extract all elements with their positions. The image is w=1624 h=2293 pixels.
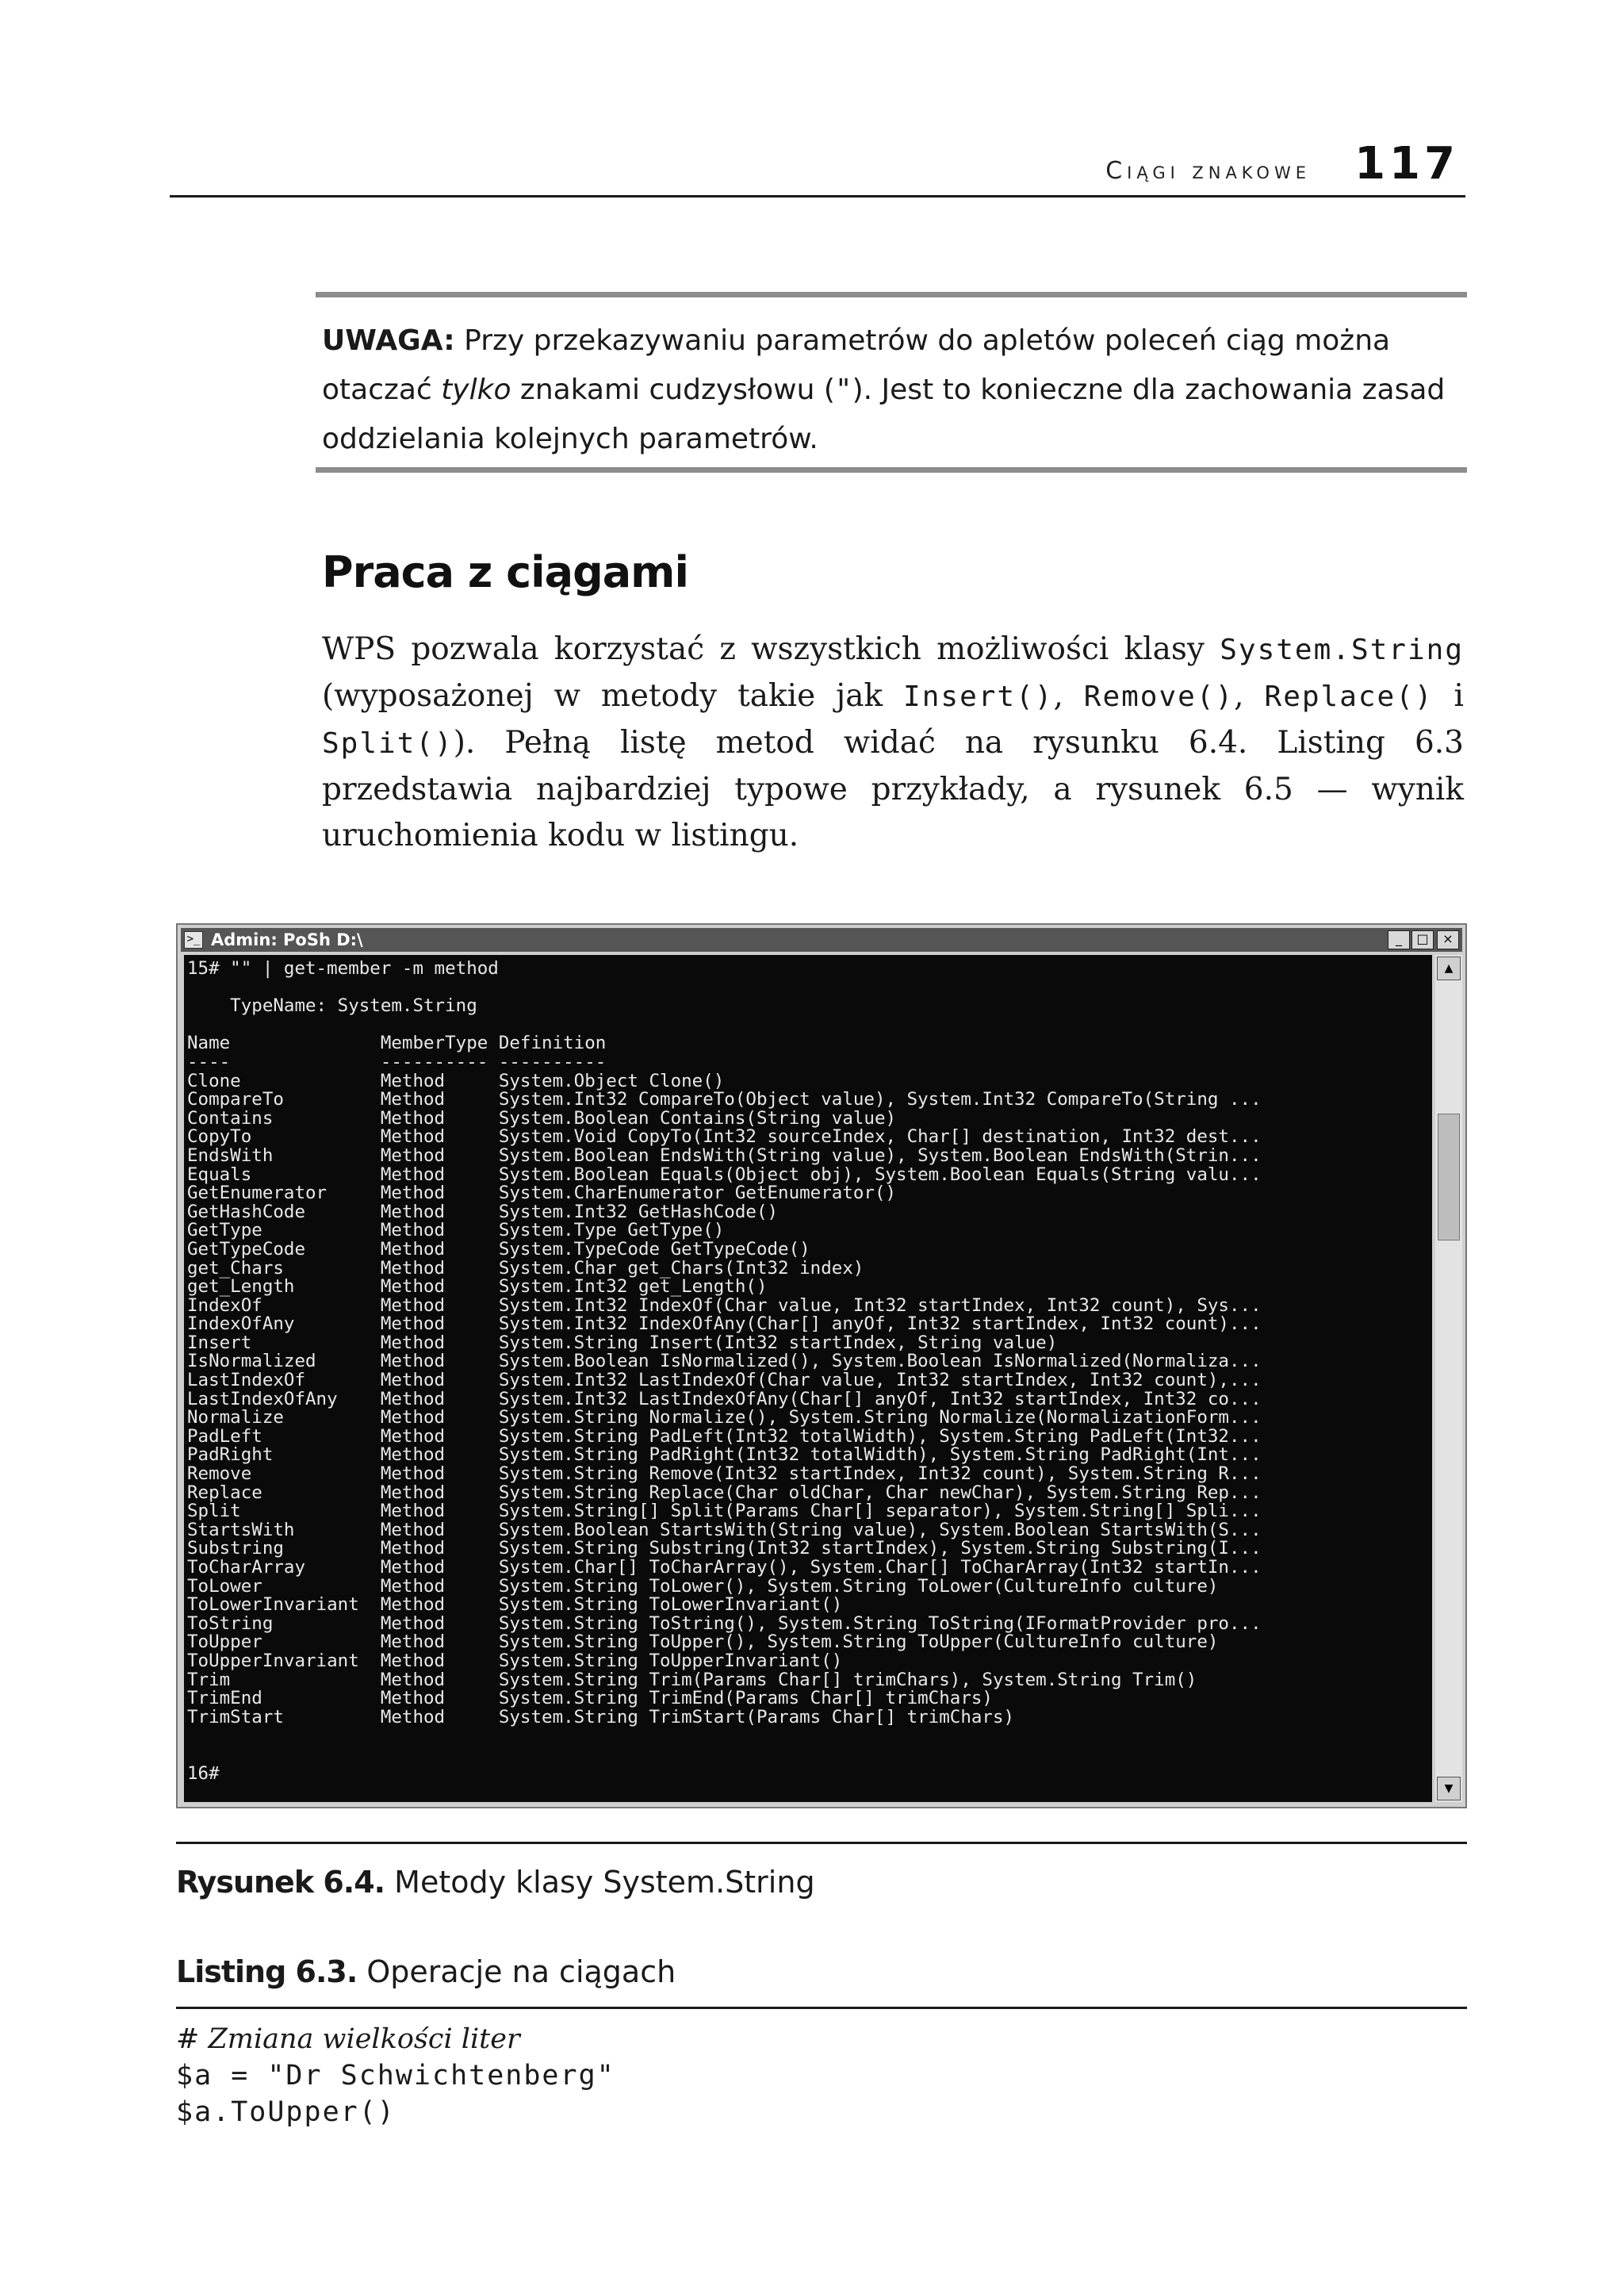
listing-code xyxy=(176,2021,615,2130)
listing-title xyxy=(176,1954,1467,2009)
inline-code: Remove() xyxy=(1083,681,1235,713)
listing-title-text: Operacje na ciągach xyxy=(357,1954,676,1989)
console-title: Admin: PoSh D:\ xyxy=(211,930,363,949)
listing-code-line: $a = "Dr Schwichtenberg" xyxy=(176,2060,615,2092)
console-window xyxy=(176,923,1467,1808)
console-app-icon: >_ xyxy=(184,931,203,949)
paragraph-text: ). Pełną listę metod widać na rysunku 6.4. Listing 6.3 przedstawia najbardziej typowe przykłady, a rysunek 6.5 — wynik uruchomienia kodu w listingu. xyxy=(322,725,1464,853)
running-header xyxy=(170,135,1465,197)
note-emphasis: tylko xyxy=(441,374,511,406)
body-paragraph xyxy=(322,627,1464,859)
note-label: UWAGA: xyxy=(322,324,455,357)
vertical-scrollbar[interactable] xyxy=(1435,955,1462,1802)
paragraph-text: (wyposażonej w metody takie jak xyxy=(322,678,904,714)
listing-label: Listing 6.3. xyxy=(176,1954,358,1989)
minimize-button[interactable]: _ xyxy=(1388,930,1410,949)
running-header-section-name: Ciągi znakowe xyxy=(1105,157,1311,185)
paragraph-text: , xyxy=(1234,678,1265,714)
note-text-part-2: znakami cudzysłowu ( xyxy=(511,374,835,406)
listing-comment: # Zmiana wielkości liter xyxy=(176,2023,520,2055)
maximize-button[interactable]: □ xyxy=(1411,930,1434,949)
figure-caption-label: Rysunek 6.4. xyxy=(176,1865,385,1900)
scrollbar-thumb[interactable] xyxy=(1438,1114,1460,1240)
console-output-area[interactable] xyxy=(184,955,1432,1802)
note-text-part-1: Przy przekazywaniu parametrów do apletów poleceń ciąg można otaczać xyxy=(322,324,1391,406)
scroll-up-button[interactable]: ▲ xyxy=(1437,957,1461,980)
inline-code: Split() xyxy=(322,727,454,760)
paragraph-text: , xyxy=(1053,678,1084,714)
figure-caption xyxy=(176,1842,1467,1908)
console-output: 15# "" | get-member -m method TypeName: System.String Name MemberType Definition ---- ---------- ---------- Clone Method System.Object Clone() CompareTo Method System.Int32 CompareTo(Object value), System.Int32 CompareTo(String ... Contains Method System.Boolean Contains(String value) CopyTo Method System.Void CopyTo(Int32 sourceIndex, Char[] destination, Int32 dest... EndsWith Method System.Boolean EndsWith(String value), System.Boolean EndsWith(Strin... Equals Method System.Boolean Equals(Object obj), System.Boolean Equals(String valu... GetEnumerator Method System.CharEnumerator GetEnumerator() GetHashCode Method System.Int32 GetHashCode() GetType Method System.Type GetType() GetTypeCode Method System.TypeCode GetTypeCode() get_Chars Method System.Char get_Chars(Int32 index) get_Length Method System.Int32 get_Length() IndexOf Method System.Int32 IndexOf(Char value, Int32 startIndex, Int32 count), Sys... IndexOfAny Method System.Int32 IndexOfAny(Char[] anyOf, Int32 startIndex, Int32 count)... Insert Method System.String Insert(Int32 startIndex, String value) IsNormalized Method System.Boolean IsNormalized(), System.Boolean IsNormalized(Normaliza... LastIndexOf Method System.Int32 LastIndexOf(Char value, Int32 startIndex, Int32 count),... LastIndexOfAny Method System.Int32 LastIndexOfAny(Char[] anyOf, Int32 startIndex, Int32 co... Normalize Method System.String Normalize(), System.String Normalize(NormalizationForm... PadLeft Method System.String PadLeft(Int32 totalWidth), System.String PadLeft(Int32... PadRight Method System.String PadRight(Int32 totalWidth), System.String PadRight(Int... Remove Method System.String Remove(Int32 startIndex, Int32 count), System.String R... Replace Method System.String Replace(Char oldChar, Char newChar), System.String Rep... Split Method System.String[] Split(Params Char[] separator), System.String[] Spli... StartsWith Method System.Boolean StartsWith(String value), System.Boolean StartsWith(S... Substring Method System.String Substring(Int32 startIndex), System.String Substring(I... ToCharArray Method System.Char[] ToCharArray(), System.Char[] ToCharArray(Int32 startIn... ToLower Method System.String ToLower(), System.String ToLower(CultureInfo culture) ToLowerInvariant Method System.String ToLowerInvariant() ToString Method System.String ToString(), System.String ToString(IFormatProvider pro... ToUpper Method System.String ToUpper(), System.String ToUpper(CultureInfo culture) ToUpperInvariant Method System.String ToUpperInvariant() Trim Method System.String Trim(Params Char[] trimChars), System.String Trim() TrimEnd Method System.String TrimEnd(Params Char[] trimChars) TrimStart Method System.String TrimStart(Params Char[] trimChars) 16# xyxy=(187,958,1262,1784)
inline-code: Insert() xyxy=(903,681,1054,713)
close-button[interactable]: × xyxy=(1437,930,1459,949)
note-text-part-3: ). Jest to konieczne dla zachowania zasad oddzielania kolejnych parametrów. xyxy=(322,374,1446,455)
section-heading: Praca z ciągami xyxy=(322,547,688,597)
note-box xyxy=(316,292,1467,473)
scroll-down-button[interactable]: ▼ xyxy=(1437,1777,1461,1800)
inline-code: Replace() xyxy=(1264,681,1434,713)
listing-code-line: $a.ToUpper() xyxy=(176,2096,396,2128)
note-text xyxy=(322,316,1464,464)
paragraph-text: WPS pozwala korzystać z wszystkich możliwości klasy xyxy=(322,631,1220,667)
note-quote-char: " xyxy=(834,374,852,406)
figure-caption-text: Metody klasy System.String xyxy=(385,1865,815,1900)
paragraph-text: i xyxy=(1433,678,1465,714)
console-title-bar[interactable] xyxy=(181,928,1462,952)
page-number: 117 xyxy=(1354,138,1459,190)
inline-code: System.String xyxy=(1220,634,1464,666)
